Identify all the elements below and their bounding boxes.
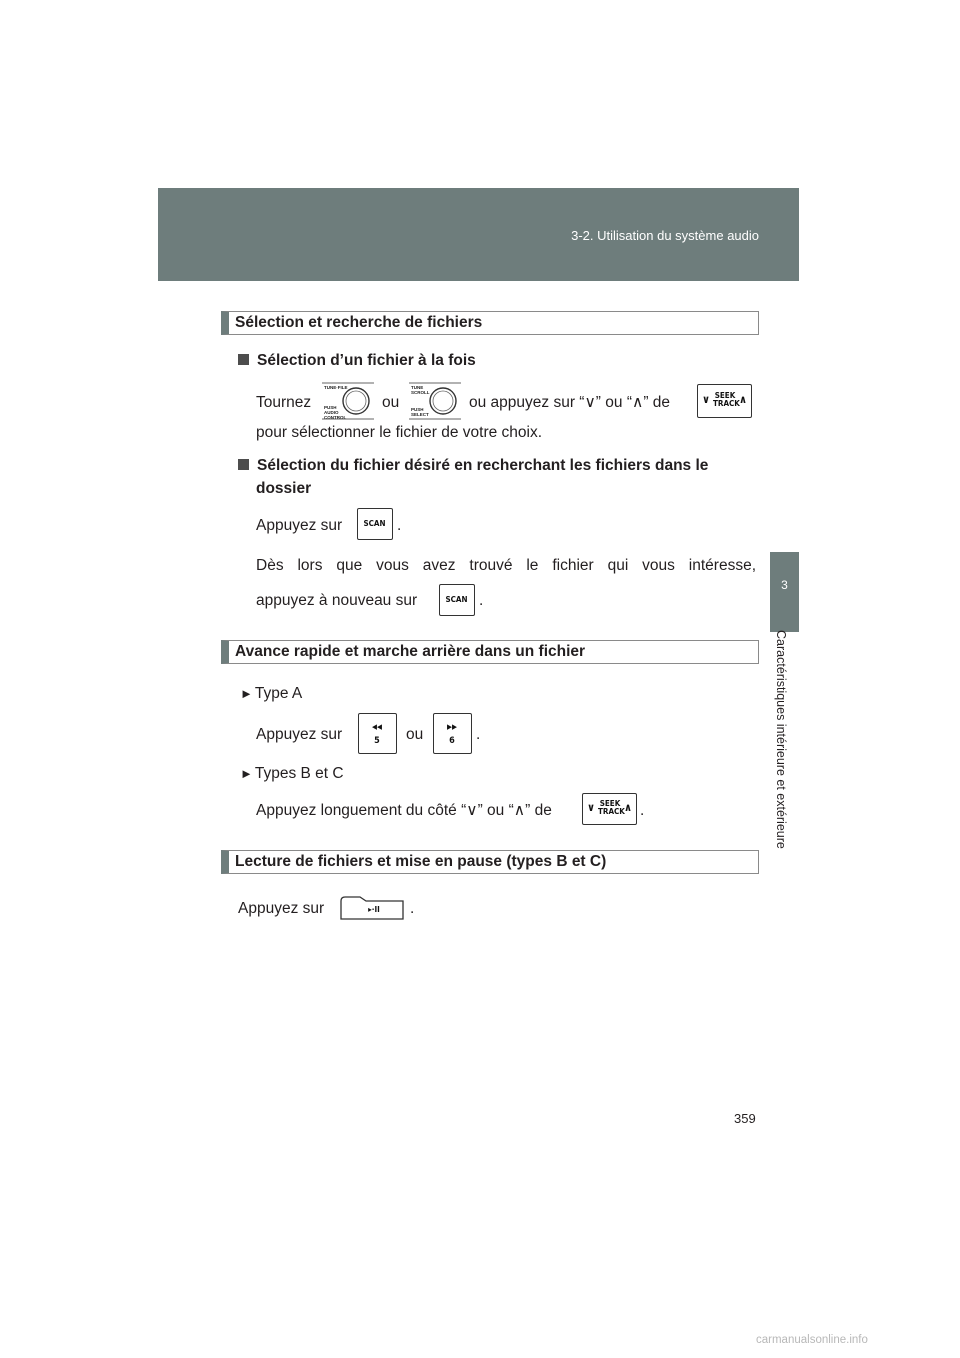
seek-track-label: SEEK TRACK	[713, 391, 740, 408]
period: .	[476, 726, 481, 743]
text-appuyez-seek: ou appuyez sur “∨” ou “∧” de	[469, 394, 671, 411]
watermark: carmanualsonline.info	[756, 1334, 868, 1346]
chapter-title: Caractéristiques intérieure et extérieure	[774, 630, 788, 849]
rewind-button-icon	[358, 713, 397, 754]
rewind-icon: ◂◂	[372, 720, 382, 733]
text-des-lors: Dès lors que vous avez trouvé le fichier qui vous intéresse,	[256, 557, 756, 574]
chapter-tab	[770, 552, 799, 632]
subsection-title-search-folder: Sélection du fichier désiré en recherchant les fichiers dans le	[238, 456, 708, 476]
section-header-selection: Sélection et recherche de fichiers	[221, 311, 759, 335]
section-header-play-pause: Lecture de fichiers et mise en pause (types B et C)	[221, 850, 759, 874]
scan-button-icon	[357, 508, 393, 540]
chevron-up-icon: ∧	[624, 801, 633, 814]
period: .	[397, 517, 402, 534]
period: .	[479, 592, 484, 609]
rewind-number: 5	[374, 736, 380, 746]
text-appuyez-scan: Appuyez sur	[256, 517, 343, 534]
period: .	[640, 802, 645, 819]
types-bc-label: ► Types B et C	[240, 765, 344, 782]
seek-track-label: SEEK TRACK	[598, 799, 625, 816]
knob-top-label: TUNE SCROLL	[411, 385, 430, 395]
text-ou: ou	[406, 726, 424, 743]
scan-label: SCAN	[363, 519, 386, 528]
type-a-label: ► Type A	[240, 685, 303, 702]
chevron-down-icon: ∨	[587, 801, 596, 814]
knob-top-label: TUNE·FILE	[324, 385, 348, 390]
triangle-bullet-icon: ►	[240, 766, 253, 781]
text-tournez: Tournez	[256, 394, 312, 411]
fast-forward-button-icon	[433, 713, 472, 754]
text-appuyez-rew-ff: Appuyez sur	[256, 726, 343, 743]
scan-label: SCAN	[445, 595, 468, 604]
fast-forward-number: 6	[449, 736, 455, 746]
text-ou: ou	[382, 394, 400, 411]
play-pause-label: ▸·II	[368, 905, 380, 914]
section-header-fast-forward: Avance rapide et marche arrière dans un fichier	[221, 640, 759, 664]
subsection-title-search-folder-line2: dossier	[256, 480, 312, 497]
text-pour-selectionner: pour sélectionner le fichier de votre choix.	[256, 424, 543, 441]
period: .	[410, 900, 415, 917]
tune-scroll-knob-icon	[409, 381, 461, 421]
text-appuyez-play: Appuyez sur	[238, 900, 325, 917]
header-band	[158, 188, 799, 281]
header-section-title: 3-2. Utilisation du système audio	[571, 228, 759, 243]
square-bullet-icon	[238, 459, 249, 470]
chapter-number: 3	[781, 578, 788, 592]
scan-button-icon	[439, 584, 475, 616]
seek-track-button-icon	[582, 793, 637, 825]
tune-file-knob-icon	[322, 381, 374, 421]
page-number: 359	[734, 1111, 756, 1126]
chevron-up-icon: ∧	[739, 393, 748, 406]
play-pause-button-icon	[340, 896, 404, 920]
knob-bottom-label: PUSH AUDIO CONTROL	[324, 405, 347, 420]
text-appuyez-nouveau: appuyez à nouveau sur	[256, 592, 418, 609]
triangle-bullet-icon: ►	[240, 686, 253, 701]
seek-track-button-icon	[697, 384, 752, 418]
chevron-down-icon: ∨	[702, 393, 711, 406]
text-appuyez-longuement: Appuyez longuement du côté “∨” ou “∧” de	[256, 802, 552, 819]
knob-bottom-label: PUSH SELECT	[411, 407, 429, 417]
subsection-title-single-file: Sélection d’un fichier à la fois	[238, 351, 476, 371]
fast-forward-icon: ▸▸	[447, 720, 457, 733]
square-bullet-icon	[238, 354, 249, 365]
